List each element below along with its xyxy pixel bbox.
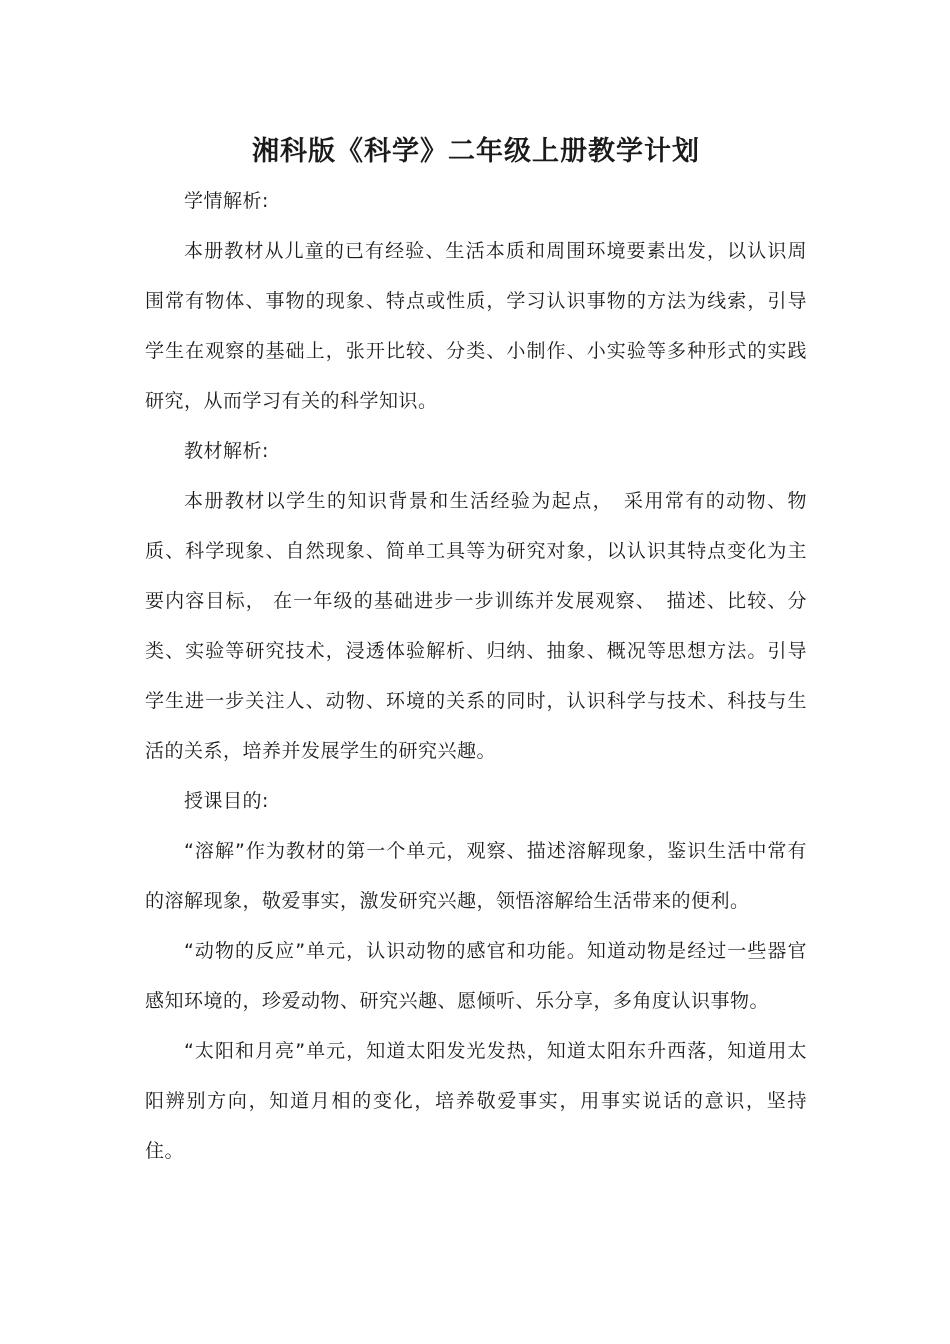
section-heading: 教材解析: [184, 440, 269, 462]
section-heading: 学情解析: [184, 190, 269, 212]
section-learning-analysis [145, 176, 807, 426]
paragraph: “动物的反应”单元，认识动物的感官和功能。知道动物是经过一些器官感知环境的，珍爱动物、研究兴趣、愿倾听、乐分享，多角度认识事物。 [145, 940, 807, 1012]
paragraph: 本册教材从儿童的已有经验、生活本质和周围环境要素出发，以认识周围常有物体、事物的现象、特点或性质，学习认识事物的方法为线索，引导学生在观察的基础上，张开比较、分类、小制作、小实验等多种形式的实践研究，从而学习有关的科学知识。 [145, 240, 807, 412]
paragraph: “溶解”作为教材的第一个单元，观察、描述溶解现象，鉴识生活中常有的溶解现象，敬爱事实，激发研究兴趣，领悟溶解给生活带来的便利。 [145, 840, 807, 912]
section-teaching-objectives [145, 776, 807, 1176]
document-title: 湘科版《科学》二年级上册教学计划 [252, 136, 700, 167]
paragraph: “太阳和月亮”单元，知道太阳发光发热，知道太阳东升西落，知道用太阳辨别方向，知道月相的变化，培养敬爱事实，用事实说话的意识，坚持住。 [145, 1040, 807, 1162]
document-page [145, 128, 807, 1176]
section-heading: 授课目的: [184, 790, 269, 812]
section-textbook-analysis [145, 426, 807, 776]
paragraph: 本册教材以学生的知识背景和生活经验为起点， 采用常有的动物、物质、科学现象、自然现象、简单工具等为研究对象，以认识其特点变化为主要内容目标， 在一年级的基础进步一步训练并发展观察、 描述、比较、分类、实验等研究技术，浸透体验解析、归纳、抽象、概况等思想方法。引导学生进一步关注人、动物、环境的关系的同时，认识科学与技术、科技与生活的关系，培养并发展学生的研究兴趣。 [145, 490, 807, 762]
